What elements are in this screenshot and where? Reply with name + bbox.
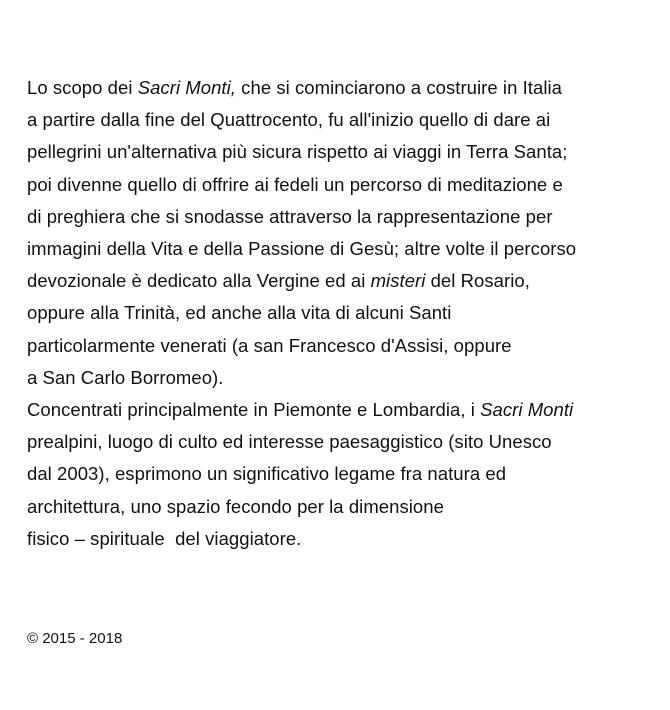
text-segment: poi divenne quello di offrire ai fedeli un percorso di meditazione e [27, 173, 563, 195]
article-body [27, 72, 657, 555]
text-segment: fisico – spirituale del viaggiatore. [27, 527, 302, 549]
text-line-12 [27, 426, 657, 458]
text-line-2 [27, 104, 657, 136]
text-line-5 [27, 201, 657, 233]
text-segment: Concentrati principalmente in Piemonte e Lombardia, i [27, 399, 481, 421]
text-segment: del Rosario, [425, 270, 530, 292]
text-line-9 [27, 330, 657, 362]
text-line-10 [27, 362, 657, 394]
italic-term: Sacri Monti, [137, 77, 236, 98]
text-line-13 [27, 458, 657, 490]
text-segment: a partire dalla fine del Quattrocento, fu all'inizio quello di dare ai [27, 109, 551, 131]
text-segment: Lo scopo dei [27, 77, 138, 98]
text-segment: architettura, uno spazio fecondo per la dimensione [27, 495, 444, 517]
text-line-7 [27, 265, 657, 297]
text-line-15 [27, 523, 657, 555]
text-segment: dal 2003), esprimono un significativo legame fra natura ed [27, 463, 507, 485]
text-line-4 [27, 169, 657, 201]
text-segment: di preghiera che si snodasse attraverso la rappresentazione per [27, 205, 553, 227]
text-segment: pellegrini un'alternativa più sicura rispetto ai viaggi in Terra Santa; [27, 141, 568, 163]
text-line-14 [27, 491, 657, 523]
text-segment: particolarmente venerati (a san Francesco d'Assisi, oppure [27, 334, 512, 356]
italic-term: misteri [370, 270, 426, 292]
text-segment: oppure alla Trinità, ed anche alla vita di alcuni Santi [27, 302, 452, 324]
text-line-3 [27, 136, 657, 168]
text-segment: prealpini, luogo di culto ed interesse paesaggistico (sito Unesco [27, 431, 552, 453]
text-segment: che si cominciarono a costruire in Italia [235, 77, 562, 98]
text-line-1 [27, 72, 657, 104]
text-line-8 [27, 297, 657, 329]
text-line-11 [27, 394, 657, 426]
text-segment: devozionale è dedicato alla Vergine ed ai [27, 270, 371, 292]
copyright-notice: © 2015 - 2018 [27, 630, 123, 647]
italic-term: Sacri Monti [480, 399, 574, 421]
text-line-6 [27, 233, 657, 265]
text-segment: immagini della Vita e della Passione di Gesù; altre volte il percorso [27, 238, 577, 260]
text-segment: a San Carlo Borromeo). [27, 366, 224, 388]
